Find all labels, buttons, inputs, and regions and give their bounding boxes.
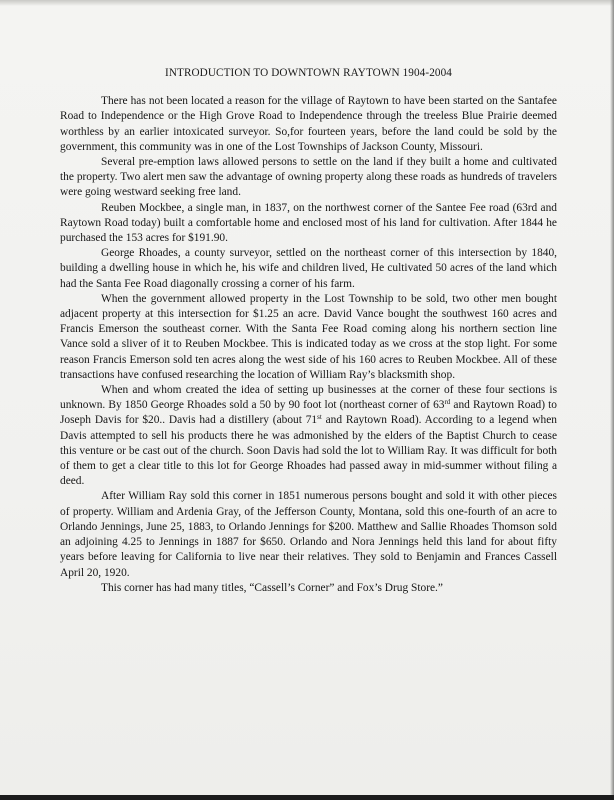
paragraph-text: George Rhoades, a county surveyor, settled on the northeast corner of this intersection by 1840, building a dwelling house in which he, his wife and children lived, He cultivated 50 acres of the land which had the Santa Fee Road diagonally crossing a corner of his farm. <box>60 247 557 290</box>
paragraph-text: and Raytown Road) to Joseph Davis for $20.. Davis had a distillery (about 71 <box>60 399 557 427</box>
paragraph-text: There has not been located a reason for the village of Raytown to have been started on the Santafee Road to Independence or the High Grove Road to Independence through the treeless Blue Prairie deemed worthless by an earlier intoxicated surveyor. So,for fourteen years, before the land could be sold by the government, this community was in one of the Lost Townships of Jackson County, Missouri. <box>60 95 557 153</box>
paragraph-text: and Raytown Road). According to a legend when Davis attempted to sell his products there he was admonished by the elders of the Baptist Church to cease this venture or be cast out of the church. Soon Davis had sold the lot to William Ray. It was difficult for both of them to get a clear title to this lot for George Rhoades had passed away in mid-summer without filing a deed. <box>60 414 557 488</box>
paragraph-text: When the government allowed property in the Lost Township to be sold, two other men bought adjacent property at this intersection for $1.25 an acre. David Vance bought the southwest 160 acres and Francis Emerson the southeast corner. With the Santa Fee Road coming along his northern section line Vance sold a sliver of it to Reuben Mockbee. This is indicated today as we cross at the stop light. For some reason Francis Emerson sold ten acres along the west side of his 160 acres to Reuben Mockbee. All of these transactions have confused researching the location of William Ray’s blacksmith shop. <box>60 292 557 381</box>
paragraph-7 <box>60 489 557 580</box>
paragraph-text: When and whom created the idea of setting up businesses at the corner of these four sections is unknown. By 1850 George Rhoades sold a 50 by 90 foot lot (northeast corner of 63 <box>60 384 557 412</box>
paragraph-2 <box>60 155 557 201</box>
ordinal-superscript: rd <box>444 398 451 407</box>
scan-edge-right <box>610 0 614 800</box>
paragraph-5 <box>60 292 557 383</box>
paragraph-text: After William Ray sold this corner in 1851 numerous persons bought and sold it with other pieces of property. William and Ardenia Gray, of the Jefferson County, Montana, sold this one-fourth of an acre to Orlando Jennings, June 25, 1883, to Orlando Jennings for $200. Matthew and Sallie Rhoades Thomson sold an adjoining 4.25 to Jennings in 1887 for $650. Orlando and Nora Jennings held this land for about fifty years before leaving for California to live near their relatives. They sold to Benjamin and Frances Cassell April 20, 1920. <box>60 490 557 579</box>
paragraph-text: Reuben Mockbee, a single man, in 1837, on the northwest corner of the Santee Fee road (63rd and Raytown Road today) built a comfortable home and enclosed most of his land for cultivation. After 1844 he purchased the 153 acres for $191.90. <box>60 201 557 245</box>
paragraph-6 <box>60 383 557 489</box>
paragraph-3 <box>60 201 557 247</box>
ordinal-superscript: st <box>317 413 322 422</box>
paragraph-list <box>60 94 557 596</box>
scan-edge-top <box>0 0 614 6</box>
scan-edge-bottom <box>0 795 614 800</box>
document-title: INTRODUCTION TO DOWNTOWN RAYTOWN 1904-2004 <box>165 67 452 79</box>
paragraph-8 <box>60 581 557 596</box>
paragraph-4 <box>60 246 557 292</box>
paragraph-text: Several pre-emption laws allowed persons to settle on the land if they built a home and cultivated the property. Two alert men saw the advantage of owning property along these roads as hundreds of travelers were going westward seeking free land. <box>60 156 557 199</box>
paragraph-text: This corner has had many titles, “Cassell’s Corner” and Fox’s Drug Store.” <box>101 581 443 594</box>
paragraph-1 <box>60 94 557 155</box>
document-body <box>60 66 557 596</box>
